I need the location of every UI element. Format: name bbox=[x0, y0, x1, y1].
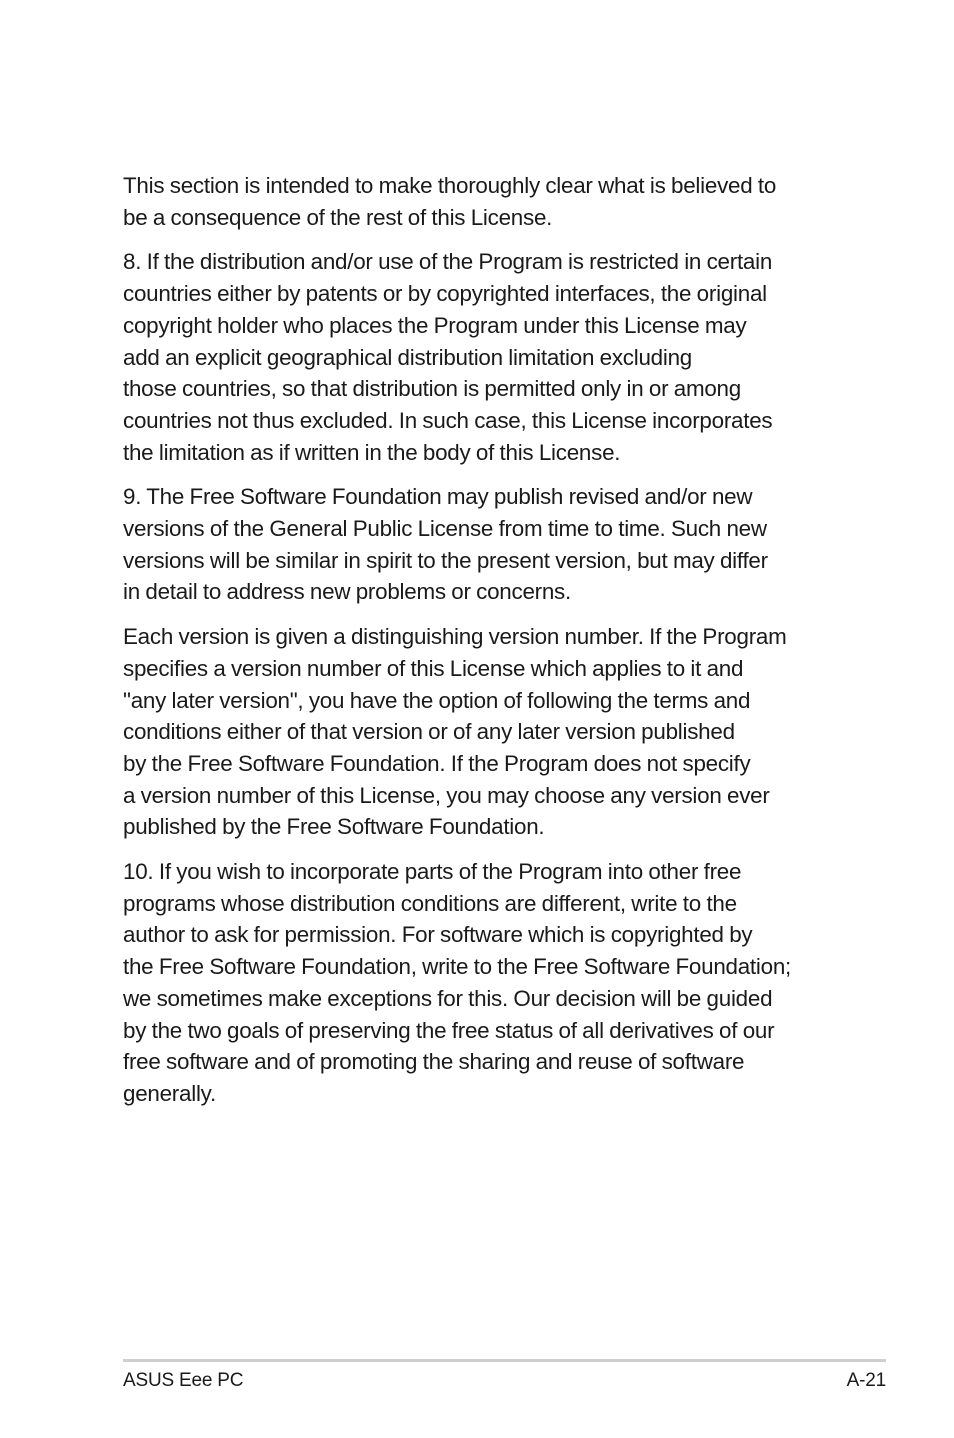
paragraph-clause-8: 8. If the distribution and/or use of the Program is restricted in certain countries either by patents or by copyrighted interfaces, the original copyright holder who places the Program under this License may add an explicit geographical distribution limitation excluding those countries, so that distribution is permitted only in or among countries not thus excluded. In such case, this License incorporates the limitation as if written in the body of this License. bbox=[123, 249, 773, 465]
paragraph-clause-9: 9. The Free Software Foundation may publish revised and/or new versions of the General Public License from time to time. Such new versions will be similar in spirit to the present version, but may differ in detail to address new problems or concerns. bbox=[123, 484, 768, 605]
license-body bbox=[123, 170, 845, 1123]
footer-page-number: A-21 bbox=[846, 1370, 886, 1391]
footer-divider bbox=[123, 1359, 886, 1362]
paragraph-version-numbering: Each version is given a distinguishing version number. If the Program specifies a version number of this License which applies to it and "any later version", you have the option of following the terms and conditions either of that version or of any later version published by the Free Software Foundation. If the Program does not specify a version number of this License, you may choose any version ever published by the Free Software Foundation. bbox=[123, 624, 787, 840]
footer-product-name: ASUS Eee PC bbox=[123, 1370, 244, 1391]
paragraph-clause-10: 10. If you wish to incorporate parts of the Program into other free programs whose distribution conditions are different, write to the author to ask for permission. For software which is copyrighted by the Free Software Foundation, write to the Free Software Foundation; we sometimes make exceptions for this. Our decision will be guided by the two goals of preserving the free status of all derivatives of our free software and of promoting the sharing and reuse of software generally. bbox=[123, 859, 792, 1106]
paragraph-section-intent: This section is intended to make thoroughly clear what is believed to be a consequence of the rest of this License. bbox=[123, 173, 777, 230]
